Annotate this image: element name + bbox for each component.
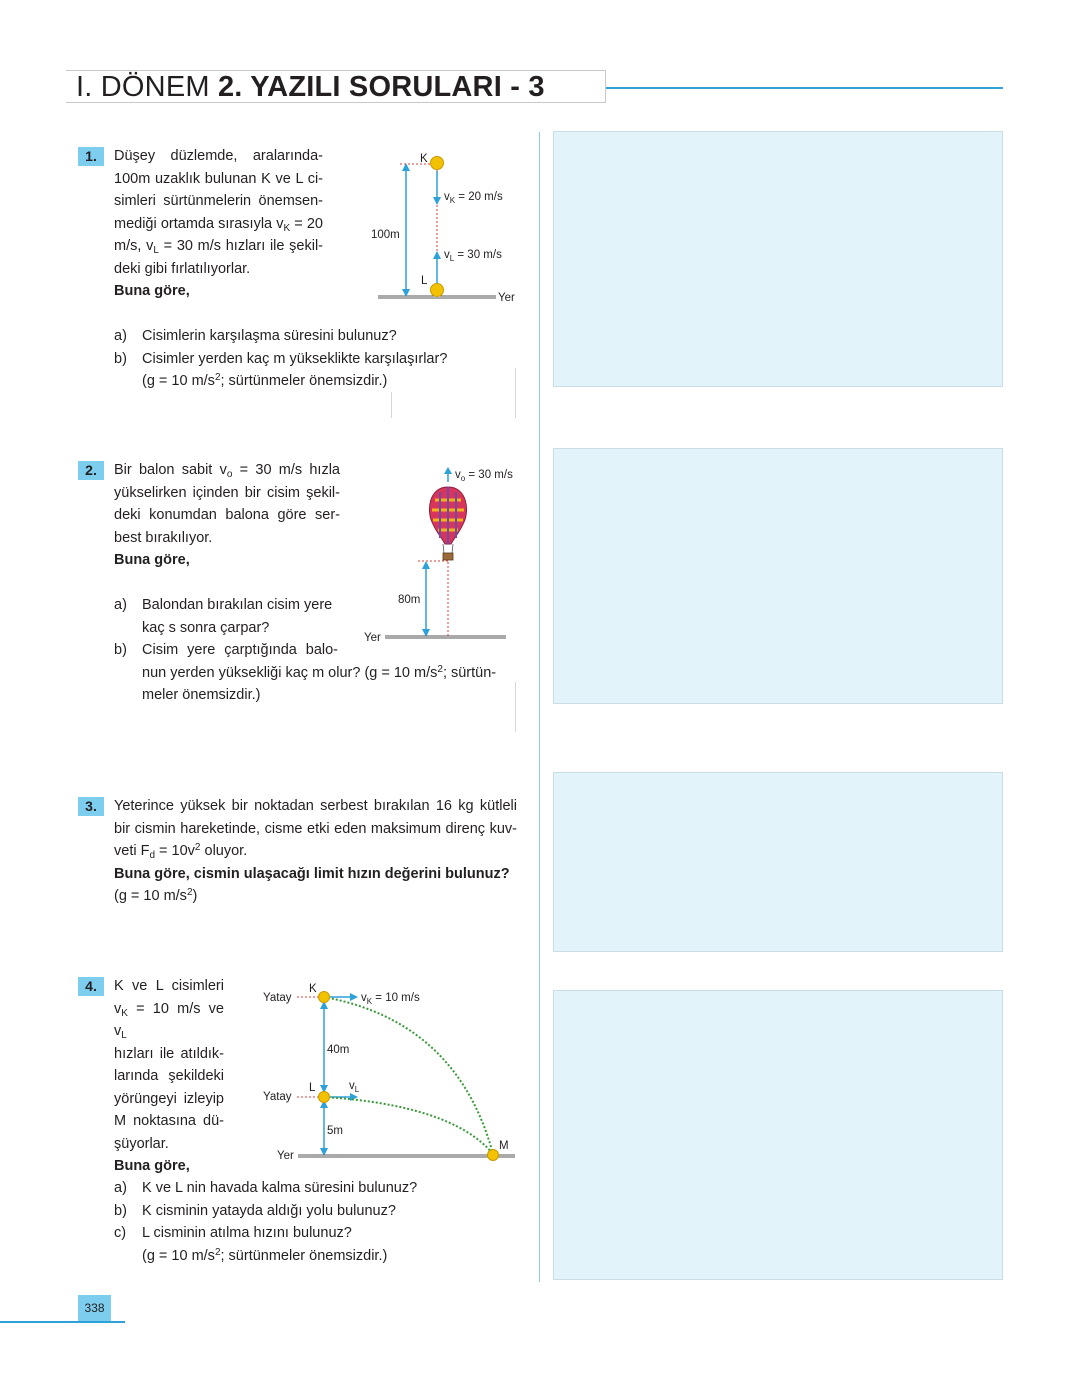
- question-1-text: Düşey düzlemde, aralarında- 100m uzaklık bulunan K ve L ci- simleri sürtünmelerin önemsen- mediği ortamda sırasıyla $v_K = 20$ m/s, $v_L = 30$ m/s hızları ile şekil- deki gibi fırlatılıyorlar. Buna göre,: [114, 148, 324, 299]
- ground-label: Yer: [364, 632, 381, 644]
- list-item: b) K cisminin yatayda aldığı yolu bulunuz?: [114, 1202, 396, 1219]
- label-l: L: [309, 1082, 316, 1094]
- figure-4: [255, 980, 525, 1170]
- question-4-items: [114, 1177, 514, 1267]
- ball-m: [488, 1150, 499, 1161]
- trajectory-l: [324, 1097, 493, 1154]
- balloon: [429, 487, 466, 560]
- list-item: a) K ve L nin havada kalma süresini bulunuz?: [114, 1180, 418, 1196]
- answer-box-4[interactable]: [553, 990, 1003, 1280]
- margin-line: [515, 682, 516, 732]
- question-1-items: [114, 325, 514, 393]
- list-item: a) Balondan bırakılan cisim yere: [114, 597, 333, 613]
- trajectory-k: [324, 997, 493, 1154]
- figure-2: [360, 460, 530, 650]
- margin-line: [391, 392, 392, 418]
- velocity-k-label: $v_K = 20$ m/s: [444, 191, 503, 205]
- label-m: M: [499, 1140, 509, 1152]
- note: (g = 10 $m/s^2$; sürtünmeler önemsizdir.): [142, 372, 388, 389]
- answer-box-2[interactable]: [553, 448, 1003, 704]
- label-k: K: [309, 983, 317, 995]
- question-2-text: Bir balon sabit $v_o = 30$ m/s hızla yükselirken içinden bir cisim şekil- deki konumdan balona göre ser- best bırakılıyor. Buna göre,: [114, 462, 340, 568]
- velocity-l-label: $v_L = 30$ m/s: [444, 249, 502, 263]
- velocity-k-label: $v_K = 10$ m/s: [361, 992, 420, 1006]
- distance-label: 100m: [371, 229, 400, 241]
- question-number-2: 2.: [78, 461, 104, 480]
- ground-label: Yer: [498, 292, 515, 304]
- label-k: K: [420, 153, 428, 165]
- question-number-3: 3.: [78, 797, 104, 816]
- list-item: b) Cisimler yerden kaç m yükseklikte karşılaşırlar?: [114, 350, 448, 367]
- page-number: 338: [78, 1295, 111, 1322]
- question-2-items: a) Balondan bırakılan cisim yere kaç s sonra çarpar? b) Cisim yere çarptığında balo- nun yerden yüksekliği kaç m olur? (g = 10 $m/s^2$; sürtün- meler önemsizdir.): [114, 594, 517, 707]
- horizontal-label-k: Yatay: [263, 992, 292, 1004]
- ground-label: Yer: [277, 1150, 294, 1162]
- page-title: I. DÖNEM 2. YAZILI SORULARI - 3: [76, 71, 545, 103]
- question-4-text: K ve L cisimleri $v_K = 10$ m/s ve $v_L$ hızları ile atıldık- larında şekildeki yörüngeyi izleyip M noktasına dü- şüyorlar. Buna göre,: [114, 978, 224, 1174]
- column-divider: [539, 132, 540, 1282]
- ball-l: [431, 284, 444, 297]
- question-number-4: 4.: [78, 977, 104, 996]
- margin-line: [515, 368, 516, 418]
- horizontal-label-l: Yatay: [263, 1091, 292, 1103]
- footer-rule: [0, 1321, 125, 1323]
- distance-40-label: 40m: [327, 1044, 350, 1056]
- list-item: a) Cisimlerin karşılaşma süresini bulunuz?: [114, 328, 397, 344]
- question-3-text: Yeterince yüksek bir noktadan serbest bırakılan 16 kg kütleli bir cismin hareketinde, cisme etki eden maksimum direnç kuv- veti $F_d = 10v^2$ oluyor. Buna göre, cismin ulaşacağı limit hızın değerini bulunuz? (g = 10 $m/s^2$): [114, 798, 517, 904]
- answer-box-1[interactable]: [553, 131, 1003, 387]
- figure-1: [360, 145, 530, 315]
- ball-l: [319, 1092, 330, 1103]
- distance-5-label: 5m: [327, 1125, 343, 1137]
- balloon-velocity-label: $v_o = 30$ m/s: [455, 469, 513, 483]
- note: (g = 10 $m/s^2$; sürtünmeler önemsizdir.): [142, 1246, 388, 1264]
- header-rule: [606, 87, 1003, 89]
- velocity-l-label: $v_L$: [349, 1080, 360, 1094]
- page-header: [66, 70, 606, 103]
- list-item: c) L cisminin atılma hızını bulunuz?: [114, 1225, 352, 1241]
- height-label: 80m: [398, 594, 421, 606]
- ball-k: [431, 157, 444, 170]
- label-l: L: [421, 275, 428, 287]
- list-item: b) Cisim yere çarptığında balo-: [114, 642, 338, 658]
- ball-k: [319, 992, 330, 1003]
- answer-box-3[interactable]: [553, 772, 1003, 952]
- question-number-1: 1.: [78, 147, 104, 166]
